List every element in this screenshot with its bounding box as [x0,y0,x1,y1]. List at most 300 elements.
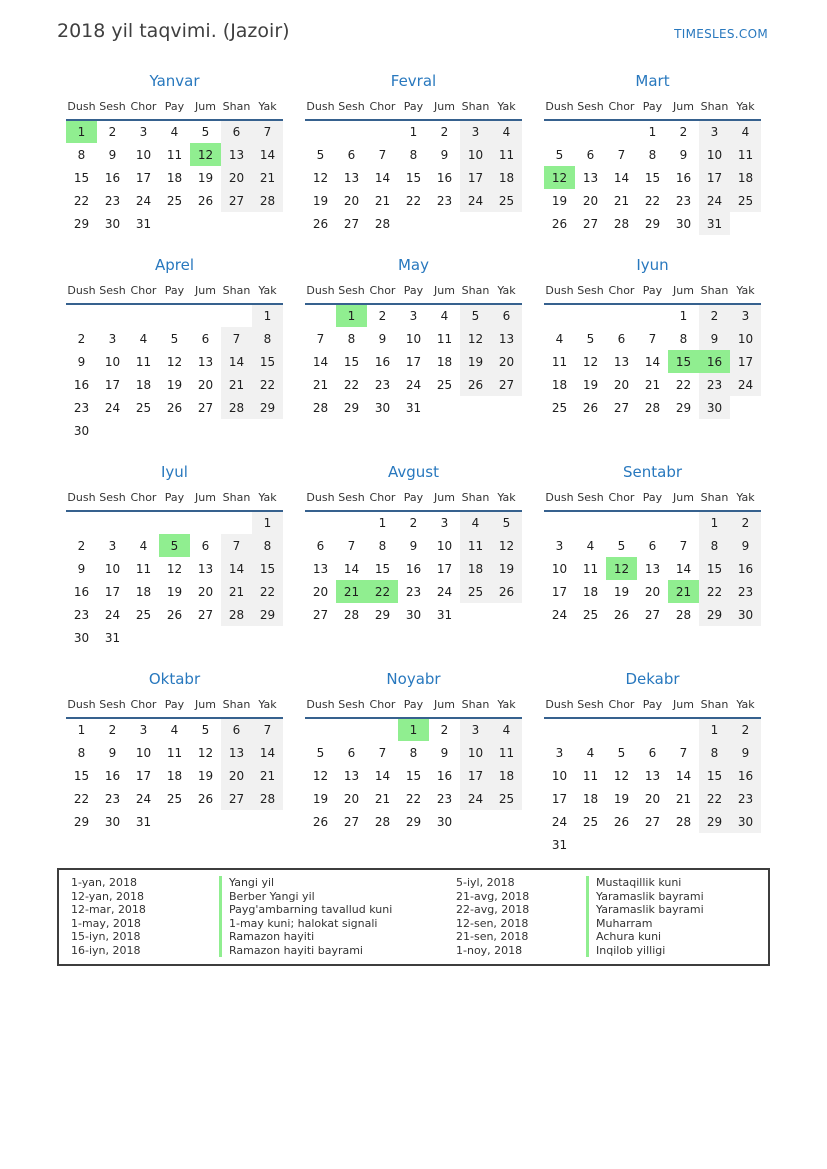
day-cell: 10 [551,768,568,783]
day-cell: 20 [613,377,630,392]
day-cell: 26 [460,373,491,396]
day-cell: 16 [104,170,121,185]
holiday-marker-icon [586,903,589,917]
day-cell: 9 [730,741,761,764]
day-cell: 31 [699,212,730,235]
day-cell: 1 [336,304,367,327]
day-cell: 16 [699,350,730,373]
day-cell: 17 [460,166,491,189]
month-calendar [305,281,522,419]
empty-cell [491,810,522,833]
day-cell: 18 [551,377,568,392]
day-cell: 2 [730,511,761,534]
day-cell: 15 [405,170,422,185]
month-aprel [57,254,292,442]
day-cell: 25 [135,400,152,415]
day-cell: 4 [586,745,595,760]
day-cell: 18 [460,557,491,580]
day-header: Yak [258,284,277,297]
day-cell: 9 [679,147,688,162]
day-cell: 20 [343,791,360,806]
day-header: Dush [545,284,574,297]
day-header: Shan [700,100,729,113]
day-cell: 1 [699,718,730,741]
day-cell: 7 [679,745,688,760]
week-row [66,603,283,626]
day-header: Dush [545,100,574,113]
empty-cell [544,511,575,534]
day-cell: 31 [135,216,152,231]
empty-cell [252,212,283,235]
empty-cell [575,718,606,741]
day-cell: 19 [460,350,491,373]
day-cell: 18 [166,768,183,783]
day-cell: 29 [343,400,360,415]
legend-date: 22-avg, 2018 [456,903,530,916]
day-cell: 14 [252,143,283,166]
day-cell: 29 [73,216,90,231]
week-row [66,350,283,373]
legend-entry [586,903,756,917]
month-yanvar [57,70,292,235]
day-header-row [544,488,761,511]
day-header: Shan [222,100,251,113]
day-header: Pay [403,698,424,711]
day-cell: 2 [77,538,86,553]
day-cell: 24 [436,584,453,599]
day-header: Sesh [338,284,365,297]
day-cell: 28 [312,400,329,415]
day-cell: 5 [617,745,626,760]
day-cell: 11 [491,741,522,764]
day-header: Dush [67,491,96,504]
day-cell: 21 [374,791,391,806]
day-cell: 5 [316,745,325,760]
holiday-marker-icon [586,944,589,958]
empty-cell [128,511,159,534]
day-cell: 3 [139,723,148,737]
day-header: Shan [700,491,729,504]
day-cell: 22 [73,791,90,806]
day-cell: 13 [197,561,214,576]
day-cell: 20 [491,350,522,373]
day-cell: 22 [405,193,422,208]
empty-cell [190,511,221,534]
day-cell: 29 [73,814,90,829]
day-cell: 19 [613,791,630,806]
day-cell: 9 [108,147,117,162]
day-cell: 14 [644,354,661,369]
empty-cell [305,511,336,534]
day-cell: 19 [312,193,329,208]
day-header: Chor [608,284,635,297]
day-cell: 17 [551,791,568,806]
day-cell: 12 [166,561,183,576]
day-cell: 16 [436,768,453,783]
day-cell: 16 [405,561,422,576]
day-header-row [66,281,283,304]
day-cell: 10 [104,354,121,369]
day-cell: 30 [73,423,90,438]
day-cell: 19 [613,584,630,599]
day-cell: 4 [170,125,179,139]
day-cell: 22 [252,373,283,396]
day-cell: 9 [409,538,418,553]
day-cell: 12 [190,143,221,166]
day-cell: 12 [460,327,491,350]
day-header: Shan [700,698,729,711]
week-row [305,764,522,787]
month-title: Iyul [161,463,188,481]
day-cell: 8 [679,331,688,346]
day-header: Pay [403,491,424,504]
day-cell: 29 [699,810,730,833]
day-cell: 25 [166,791,183,806]
week-row [544,189,761,212]
month-title: Yanvar [149,72,200,90]
week-row [66,787,283,810]
day-cell: 27 [644,607,661,622]
day-cell: 29 [252,603,283,626]
day-cell: 24 [551,607,568,622]
month-calendar [544,281,761,419]
day-cell: 15 [405,768,422,783]
legend-date: 16-iyn, 2018 [71,943,141,957]
day-cell: 23 [730,580,761,603]
day-cell: 6 [491,304,522,327]
day-cell: 14 [221,350,252,373]
month-iyul [57,461,292,649]
day-header: Yak [497,491,516,504]
day-cell: 14 [613,170,630,185]
week-row [305,304,522,327]
week-row [66,810,283,833]
day-cell: 8 [252,534,283,557]
day-cell: 15 [644,170,661,185]
day-header: Jum [673,100,694,113]
day-header: Sesh [577,698,604,711]
day-cell: 3 [460,718,491,741]
legend-holiday-name: Achura kuni [596,930,662,943]
day-cell: 28 [644,400,661,415]
day-cell: 23 [73,607,90,622]
day-cell: 13 [613,354,630,369]
day-cell: 7 [648,331,657,346]
month-calendar [66,488,283,649]
day-header: Jum [434,100,455,113]
legend-entry [586,890,756,904]
day-cell: 13 [644,561,661,576]
day-cell: 15 [252,557,283,580]
month-oktabr [57,668,292,856]
day-cell: 7 [252,120,283,143]
empty-cell [97,419,128,442]
day-cell: 21 [613,193,630,208]
week-row [544,373,761,396]
day-cell: 27 [312,607,329,622]
day-cell: 1 [679,309,688,323]
day-cell: 3 [555,538,564,553]
day-cell: 23 [104,791,121,806]
legend-entry [219,917,456,931]
day-cell: 14 [675,561,692,576]
holiday-marker-icon [219,903,222,917]
day-cell: 9 [440,745,449,760]
day-cell: 5 [491,511,522,534]
week-row [544,327,761,350]
week-row [305,810,522,833]
site-link[interactable]: TIMESLES.COM [674,27,768,41]
day-cell: 27 [197,400,214,415]
day-header: Pay [164,284,185,297]
day-cell: 24 [460,787,491,810]
empty-cell [190,626,221,649]
day-cell: 27 [644,814,661,829]
day-cell: 23 [730,787,761,810]
day-header: Chor [130,100,157,113]
month-title: May [397,256,429,274]
day-cell: 8 [252,327,283,350]
day-cell: 8 [77,745,86,760]
day-header: Chor [369,698,396,711]
empty-cell [491,603,522,626]
day-header: Sesh [577,284,604,297]
day-cell: 26 [613,607,630,622]
month-sentabr [535,461,770,649]
day-header: Pay [642,100,663,113]
month-calendar [66,281,283,442]
day-header: Sesh [99,491,126,504]
day-cell: 17 [104,584,121,599]
day-cell: 9 [730,534,761,557]
day-cell: 4 [730,120,761,143]
day-cell: 18 [582,584,599,599]
day-cell: 4 [139,331,148,346]
day-cell: 9 [699,327,730,350]
day-header: Jum [434,491,455,504]
day-header: Dush [306,284,335,297]
empty-cell [190,304,221,327]
legend-holiday-name: Inqilob yilligi [596,943,666,957]
day-cell: 25 [491,189,522,212]
legend-date: 12-sen, 2018 [456,916,529,930]
empty-cell [429,212,460,235]
day-cell: 18 [730,166,761,189]
week-row [305,511,522,534]
day-cell: 8 [77,147,86,162]
day-cell: 5 [201,125,210,139]
day-cell: 11 [135,561,152,576]
legend-date: 12-yan, 2018 [71,889,144,903]
empty-cell [606,718,637,741]
week-row [66,534,283,557]
day-cell: 30 [374,400,391,415]
legend-holiday-name: Berber Yangi yil [229,889,315,903]
day-cell: 23 [675,193,692,208]
week-row [66,396,283,419]
week-row [305,718,522,741]
empty-cell [544,718,575,741]
day-cell: 16 [104,768,121,783]
legend-holiday-name: Yaramaslik bayrami [596,889,704,903]
day-cell: 4 [491,718,522,741]
day-header: Sesh [338,698,365,711]
month-dekabr [535,668,770,856]
day-header: Chor [369,100,396,113]
day-cell: 26 [166,400,183,415]
empty-cell [367,120,398,143]
month-title: Aprel [154,256,195,274]
day-cell: 30 [730,810,761,833]
empty-cell [544,120,575,143]
day-header-row [66,97,283,120]
month-title: Mart [635,72,670,90]
day-cell: 20 [582,193,599,208]
empty-cell [190,212,221,235]
day-header-row [544,695,761,718]
week-row [305,189,522,212]
day-header: Dush [67,698,96,711]
month-title: Iyun [636,256,669,274]
day-header: Pay [164,698,185,711]
day-cell: 15 [73,170,90,185]
day-cell: 31 [436,607,453,622]
empty-cell [460,810,491,833]
day-cell: 23 [405,584,422,599]
day-cell: 2 [679,125,688,139]
day-cell: 29 [252,396,283,419]
week-row [544,810,761,833]
day-cell: 13 [221,741,252,764]
day-header: Pay [403,284,424,297]
day-cell: 27 [197,607,214,622]
holiday-marker-icon [586,930,589,944]
week-row [305,350,522,373]
day-cell: 18 [436,354,453,369]
day-cell: 23 [436,791,453,806]
empty-cell [128,419,159,442]
legend-date: 1-may, 2018 [71,916,141,930]
day-cell: 14 [221,557,252,580]
day-cell: 5 [170,331,179,346]
day-cell: 10 [551,561,568,576]
legend-date: 21-avg, 2018 [456,889,530,903]
empty-cell [159,419,190,442]
day-cell: 30 [405,607,422,622]
day-cell: 24 [699,189,730,212]
day-header: Pay [642,698,663,711]
day-cell: 17 [436,561,453,576]
day-cell: 1 [699,511,730,534]
day-cell: 21 [644,377,661,392]
day-cell: 31 [551,837,568,852]
empty-cell [66,511,97,534]
day-cell: 27 [343,216,360,231]
day-cell: 5 [460,304,491,327]
week-row [305,396,522,419]
week-row [544,534,761,557]
day-cell: 10 [135,745,152,760]
week-row [544,120,761,143]
day-cell: 3 [699,120,730,143]
holiday-marker-icon [219,890,222,904]
legend-entry [219,890,456,904]
day-cell: 7 [617,147,626,162]
day-cell: 28 [343,607,360,622]
empty-cell [159,626,190,649]
day-cell: 21 [221,373,252,396]
day-cell: 30 [699,396,730,419]
day-cell: 22 [252,580,283,603]
day-cell: 25 [582,607,599,622]
day-cell: 10 [730,327,761,350]
day-cell: 12 [582,354,599,369]
day-cell: 22 [367,580,398,603]
empty-cell [544,304,575,327]
day-cell: 3 [730,304,761,327]
day-cell: 3 [409,309,418,323]
legend-date: 12-mar, 2018 [71,903,146,916]
empty-cell [367,718,398,741]
day-cell: 20 [312,584,329,599]
day-cell: 23 [436,193,453,208]
day-cell: 10 [436,538,453,553]
day-cell: 31 [104,630,121,645]
day-cell: 15 [343,354,360,369]
day-cell: 18 [582,791,599,806]
day-cell: 8 [347,331,356,346]
day-cell: 22 [699,580,730,603]
legend-date: 21-sen, 2018 [456,930,529,943]
day-cell: 6 [648,745,657,760]
day-header: Jum [673,284,694,297]
empty-cell [336,120,367,143]
day-cell: 16 [730,557,761,580]
empty-cell [637,304,668,327]
empty-cell [159,304,190,327]
day-cell: 1 [252,304,283,327]
day-cell: 7 [378,745,387,760]
day-header: Yak [258,698,277,711]
week-row [305,143,522,166]
day-cell: 27 [343,814,360,829]
day-cell: 25 [730,189,761,212]
empty-cell [637,718,668,741]
week-row [66,741,283,764]
empty-cell [252,626,283,649]
day-cell: 14 [675,768,692,783]
day-cell: 9 [440,147,449,162]
day-cell: 21 [668,580,699,603]
day-header: Sesh [338,491,365,504]
week-row [305,166,522,189]
day-cell: 19 [197,170,214,185]
empty-cell [637,511,668,534]
day-cell: 5 [617,538,626,553]
week-row [305,212,522,235]
day-cell: 8 [409,745,418,760]
empty-cell [668,718,699,741]
empty-cell [606,304,637,327]
day-header: Dush [306,698,335,711]
day-cell: 22 [73,193,90,208]
day-cell: 12 [166,354,183,369]
day-cell: 26 [582,400,599,415]
empty-cell [128,304,159,327]
day-cell: 17 [551,584,568,599]
day-header-row [305,97,522,120]
day-header: Chor [369,284,396,297]
